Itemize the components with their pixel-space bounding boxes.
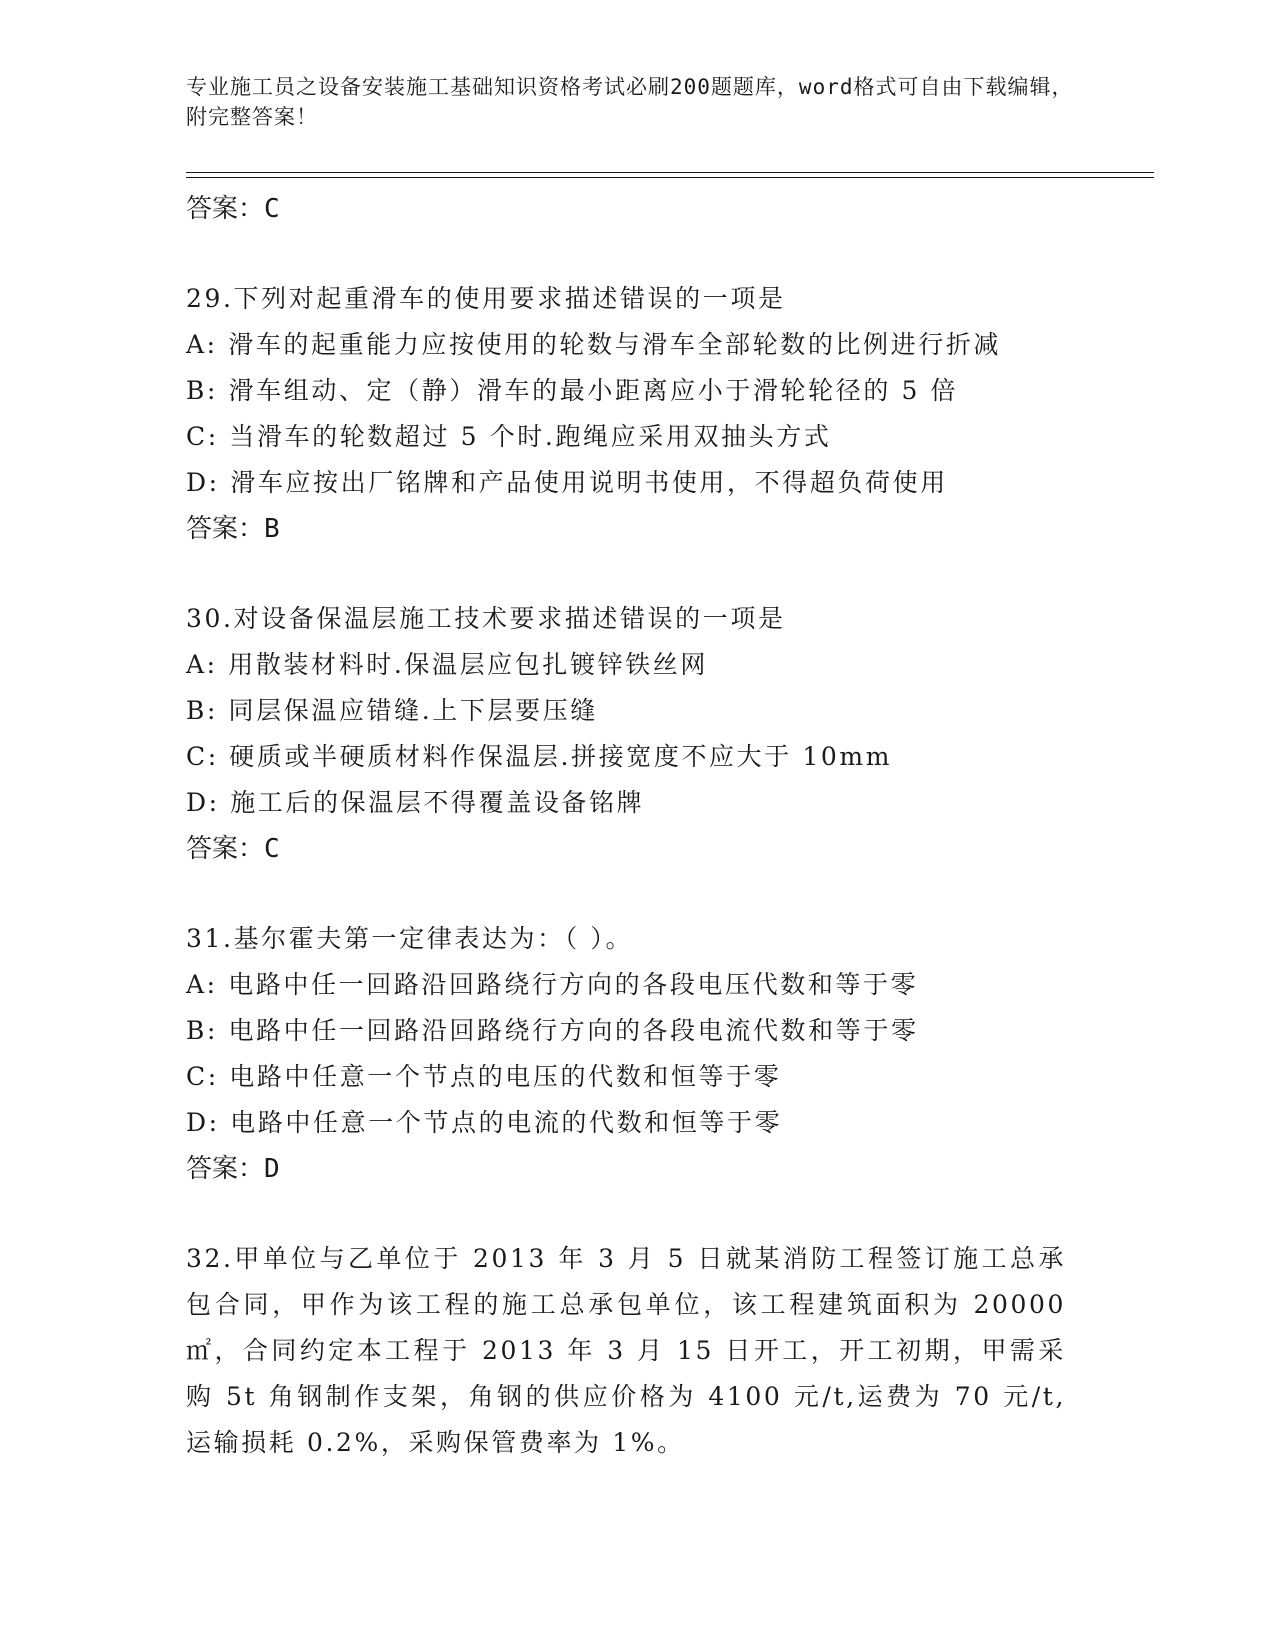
option-a: A: 电路中任一回路沿回路绕行方向的各段电压代数和等于零 [186,970,919,999]
option-a: A: 滑车的起重能力应按使用的轮数与滑车全部轮数的比例进行折减 [186,330,1002,359]
option-c: C: 电路中任意一个节点的电压的代数和恒等于零 [186,1062,782,1091]
header-rule-bottom [186,177,1154,178]
question-stem: 31.基尔霍夫第一定律表达为：（ ）。 [186,924,634,953]
option-c: C: 硬质或半硬质材料作保温层.拼接宽度不应大于 10mm [186,742,893,771]
answer-line: 答案：D [186,1154,280,1184]
question-stem: 29.下列对起重滑车的使用要求描述错误的一项是 [186,284,786,313]
option-d: D: 电路中任意一个节点的电流的代数和恒等于零 [186,1108,783,1137]
option-b: B: 滑车组动、定（静）滑车的最小距离应小于滑轮轮径的 5 倍 [186,376,959,405]
question-block [186,916,1086,1192]
question-32-paragraph: 32.甲单位与乙单位于 2013 年 3 月 5 日就某消防工程签订施工总承包合同，甲作为该工程的施工总承包单位，该工程建筑面积为 20000㎡，合同约定本工程于 2013 年 3 月 15 日开工，开工初期，甲需采购 5t 角钢制作支架，角钢的供应价格为 4100 元/t,运费为 70 元/t,运输损耗 0.2%，采购保管费率为 1%。 [186,1244,1066,1457]
option-b: B: 同层保温应错缝.上下层要压缝 [186,696,598,725]
option-b: B: 电路中任一回路沿回路绕行方向的各段电流代数和等于零 [186,1016,919,1045]
answer-line: 答案：C [186,194,280,224]
document-body [186,186,1086,1466]
answer-line: 答案：B [186,514,280,544]
header-rule-top [186,172,1154,173]
answer-line: 答案：C [186,834,280,864]
question-block [186,596,1086,872]
question-stem: 30.对设备保温层施工技术要求描述错误的一项是 [186,604,786,633]
document-header: 专业施工员之设备安装施工基础知识资格考试必刷200题题库，word格式可自由下载编辑，附完整答案！ [186,75,1074,129]
question-block [186,276,1086,552]
option-d: D: 施工后的保温层不得覆盖设备铭牌 [186,788,645,817]
option-a: A: 用散装材料时.保温层应包扎镀锌铁丝网 [186,650,708,679]
option-d: D: 滑车应按出厂铭牌和产品使用说明书使用，不得超负荷使用 [186,468,948,497]
option-c: C: 当滑车的轮数超过 5 个时.跑绳应采用双抽头方式 [186,422,832,451]
